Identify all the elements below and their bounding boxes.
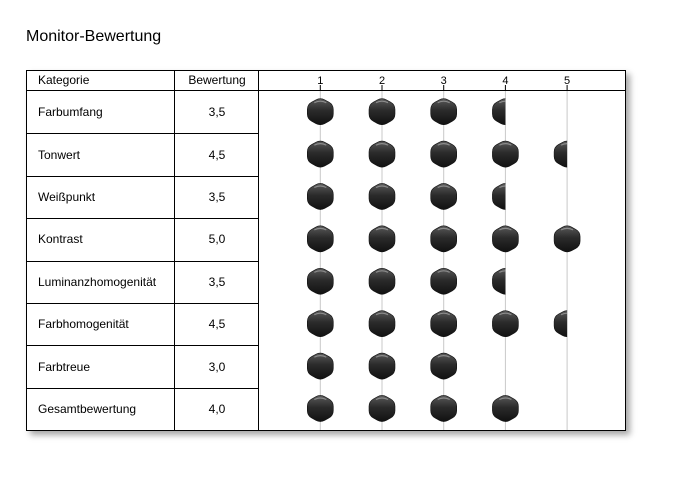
hexagon-knob-icon <box>369 183 395 209</box>
table-row <box>27 388 259 430</box>
half-rating-mark <box>554 141 580 167</box>
rating-mark <box>307 311 333 337</box>
rating-mark <box>431 141 457 167</box>
hexagon-knob-icon <box>554 226 580 252</box>
hexagon-knob-icon <box>431 311 457 337</box>
hexagon-knob-icon <box>431 183 457 209</box>
scale-tick-label: 2 <box>378 75 386 87</box>
hexagon-knob-icon <box>431 99 457 125</box>
rating-mark <box>492 311 518 337</box>
rating-mark <box>307 141 333 167</box>
half-rating-mark <box>554 311 580 337</box>
rating-mark <box>431 395 457 421</box>
table-row <box>27 176 259 218</box>
rating-mark-group <box>307 99 518 125</box>
hexagon-knob-icon <box>431 226 457 252</box>
rating-mark <box>307 353 333 379</box>
scale-tick-label: 5 <box>564 75 571 87</box>
rating-mark <box>431 183 457 209</box>
rating-mark <box>307 226 333 252</box>
rating-mark <box>369 268 395 294</box>
rating-mark <box>431 99 457 125</box>
table-row <box>27 303 259 345</box>
table-frame <box>26 70 626 431</box>
category-label: Luminanzhomogenität <box>38 274 157 289</box>
rating-mark <box>431 311 457 337</box>
hexagon-knob-icon <box>492 226 518 252</box>
table-row <box>27 133 259 175</box>
rating-value: 3,5 <box>208 105 226 120</box>
category-label: Gesamtbewertung <box>38 401 137 416</box>
rating-value: 4,0 <box>208 401 226 416</box>
rating-mark <box>492 226 518 252</box>
rating-mark <box>307 268 333 294</box>
rating-mark <box>369 141 395 167</box>
hexagon-knob-icon <box>307 183 333 209</box>
hexagon-knob-icon <box>307 311 333 337</box>
rating-mark <box>431 353 457 379</box>
scale-tick-label: 3 <box>440 75 447 87</box>
hexagon-knob-icon <box>307 141 333 167</box>
rating-table <box>26 70 626 431</box>
rating-mark <box>492 141 518 167</box>
rating-mark <box>431 268 457 294</box>
table-row <box>27 91 259 133</box>
hexagon-knob-icon <box>307 268 333 294</box>
category-label: Tonwert <box>38 147 81 162</box>
rating-mark <box>369 183 395 209</box>
rating-chart <box>259 71 625 430</box>
rating-mark <box>369 311 395 337</box>
rating-mark-group <box>307 268 518 294</box>
rating-mark <box>307 395 333 421</box>
hexagon-knob-icon <box>431 353 457 379</box>
category-label: Farbhomogenität <box>38 317 129 332</box>
chart-title: Monitor-Bewertung <box>26 28 162 45</box>
rating-mark <box>369 99 395 125</box>
rating-mark <box>554 226 580 252</box>
hexagon-knob-icon <box>369 311 395 337</box>
table-row <box>27 218 259 260</box>
rating-mark <box>369 226 395 252</box>
rating-value: 3,5 <box>208 274 226 289</box>
table-row <box>27 261 259 303</box>
header-rating: Bewertung <box>188 73 246 87</box>
hexagon-knob-icon <box>492 311 518 337</box>
rating-mark <box>307 183 333 209</box>
hexagon-knob-icon <box>307 226 333 252</box>
hexagon-knob-icon <box>369 353 395 379</box>
hexagon-knob-icon <box>554 311 580 337</box>
category-label: Weißpunkt <box>38 189 96 204</box>
header-category: Kategorie <box>38 73 90 87</box>
rating-value: 4,5 <box>208 147 226 162</box>
hexagon-knob-icon <box>431 395 457 421</box>
hexagon-knob-icon <box>307 353 333 379</box>
rating-mark <box>431 226 457 252</box>
hexagon-knob-icon <box>431 268 457 294</box>
category-label: Farbtreue <box>38 359 91 374</box>
table-row <box>27 345 259 387</box>
rating-mark <box>369 353 395 379</box>
scale-tick-label: 4 <box>502 75 509 87</box>
hexagon-knob-icon <box>307 99 333 125</box>
rating-mark <box>369 395 395 421</box>
hexagon-knob-icon <box>369 268 395 294</box>
rating-value: 3,0 <box>208 359 226 374</box>
rating-mark-group <box>307 141 580 167</box>
hexagon-knob-icon <box>369 395 395 421</box>
hexagon-knob-icon <box>492 141 518 167</box>
rating-mark <box>307 99 333 125</box>
category-label: Farbumfang <box>38 105 103 120</box>
rating-value: 5,0 <box>208 232 226 247</box>
category-label: Kontrast <box>38 232 83 247</box>
rating-mark-group <box>307 395 518 421</box>
rating-mark <box>492 395 518 421</box>
hexagon-knob-icon <box>307 395 333 421</box>
hexagon-knob-icon <box>431 141 457 167</box>
hexagon-knob-icon <box>492 395 518 421</box>
hexagon-knob-icon <box>554 141 580 167</box>
rating-mark-group <box>307 353 456 379</box>
rating-value: 3,5 <box>208 189 226 204</box>
rating-value: 4,5 <box>208 317 226 332</box>
rating-mark-group <box>307 311 580 337</box>
hexagon-knob-icon <box>369 99 395 125</box>
rating-mark-group <box>307 183 518 209</box>
rating-mark-group <box>307 226 580 252</box>
hexagon-knob-icon <box>369 141 395 167</box>
hexagon-knob-icon <box>369 226 395 252</box>
scale-tick-label: 1 <box>317 75 324 87</box>
